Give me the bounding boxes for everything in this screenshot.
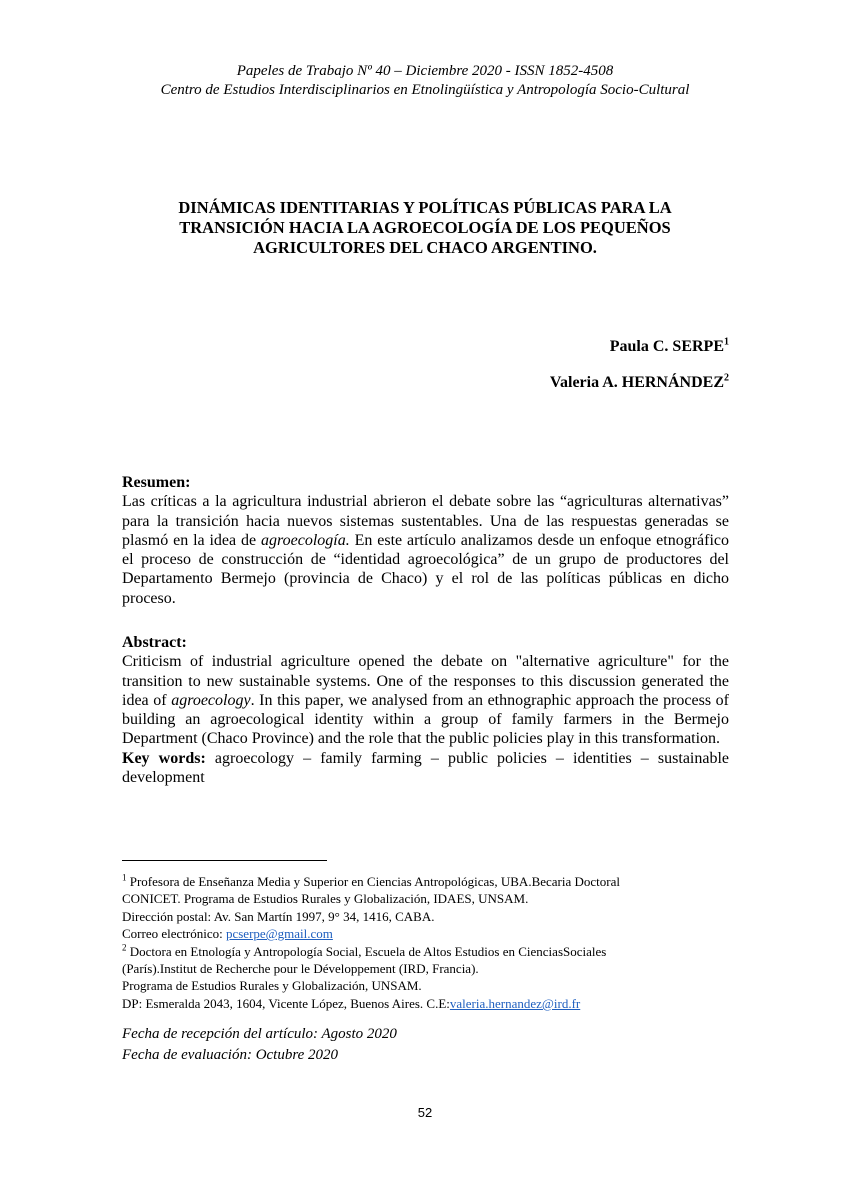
resumen-section (122, 473, 729, 608)
footnotes (122, 873, 729, 1012)
journal-header: Papeles de Trabajo Nº 40 – Diciembre 2020 - ISSN 1852-4508 (236, 63, 614, 79)
footnote-ref[interactable]: 2 (724, 372, 729, 384)
author-hernandez (550, 373, 729, 393)
footnote-ref[interactable]: 1 (724, 336, 729, 348)
footnote-mark: 1 (122, 872, 127, 883)
institution-header: Centro de Estudios Interdisciplinarios en Etnolingüística y Antropología Socio-Cultural (160, 82, 690, 98)
author-serpe (610, 337, 729, 357)
author-name: Paula C. SERPE (609, 338, 724, 355)
footnote-text: Programa de Estudios Rurales y Globalización, UNSAM. (122, 978, 422, 994)
footnote-text: Doctora en Etnología y Antropología Social, Escuela de Altos Estudios en CienciasSociales (126, 943, 607, 959)
title-line: AGRICULTORES DEL CHACO ARGENTINO. (253, 238, 597, 257)
title-line: DINÁMICAS IDENTITARIAS Y POLÍTICAS PÚBLICAS PARA LA (178, 198, 672, 217)
footnote-text: Profesora de Enseñanza Media y Superior en Ciencias Antropológicas, UBA.Becaria Doctoral (126, 874, 620, 889)
article-title (140, 198, 710, 258)
resumen-text (122, 492, 729, 608)
email-link-serpe[interactable]: pcserpe@gmail.com (225, 926, 333, 942)
footnote-email-line (122, 925, 729, 942)
footnote-1 (122, 873, 729, 890)
keywords-label: Key words: (122, 749, 206, 767)
footnote-text: DP: Esmeralda 2043, 1604, Vicente López, Buenos Aires. C.E: (122, 995, 450, 1011)
abstract-text-part: Criticism of industrial agriculture opened the debate on "alternative agriculture" for the transition to new sustainable systems. One of the responses to this discussion generated the idea of (122, 653, 729, 709)
footnote-divider (122, 860, 327, 861)
footnote-mark: 2 (122, 942, 127, 953)
abstract-emphasis: agroecology (171, 691, 251, 709)
resumen-emphasis: agroecología. (260, 531, 350, 549)
keywords-text: agroecology – family farming – public policies – identities – sustainable development (122, 749, 730, 787)
footnote-text: (París).Institut de Recherche pour le Développement (IRD, Francia). (122, 961, 479, 977)
resumen-heading: Resumen: (122, 474, 191, 491)
abstract-section (122, 633, 729, 787)
abstract-text-part: . In this paper, we analysed from an ethnographic approach the process of building an agroecological identity within a group of family farmers in the Bermejo Department (Chaco Province) and the role that the public policies play in this transformation. (122, 691, 729, 748)
footnote-text: Correo electrónico: (122, 926, 226, 942)
keywords (122, 749, 729, 788)
title-line: TRANSICIÓN HACIA LA AGROECOLOGÍA DE LOS PEQUEÑOS (179, 218, 671, 237)
resumen-text-part: En este artículo analizamos desde un enfoque etnográfico el proceso de construcción de “identidad agroecológica” de un grupo de productores del Departamento Bermejo (provincia de Chaco) y el rol de las políticas públicas en dicho proceso. (122, 531, 729, 607)
abstract-text (122, 652, 729, 748)
evaluated-date: Fecha de evaluación: Octubre 2020 (122, 1047, 339, 1063)
received-date: Fecha de recepción del artículo: Agosto 2020 (122, 1026, 397, 1042)
footnote-email-line (122, 995, 729, 1012)
footnote-2 (122, 943, 729, 960)
email-link-hernandez[interactable]: valeria.hernandez@ird.fr (449, 995, 581, 1011)
abstract-heading: Abstract: (122, 634, 187, 651)
footnote-text: Dirección postal: Av. San Martín 1997, 9° 34, 1416, CABA. (122, 908, 435, 924)
resumen-text-part: Las críticas a la agricultura industrial abrieron el debate sobre las “agriculturas alternativas” para la transición hacia nuevos sistemas sustentables. Una de las respuestas generadas se plasmó en la idea de (122, 493, 729, 549)
page-number: 52 (417, 1105, 433, 1120)
footnote-text: CONICET. Programa de Estudios Rurales y Globalización, IDAES, UNSAM. (122, 891, 529, 907)
author-name: Valeria A. HERNÁNDEZ (549, 374, 724, 391)
article-dates (122, 1024, 397, 1066)
